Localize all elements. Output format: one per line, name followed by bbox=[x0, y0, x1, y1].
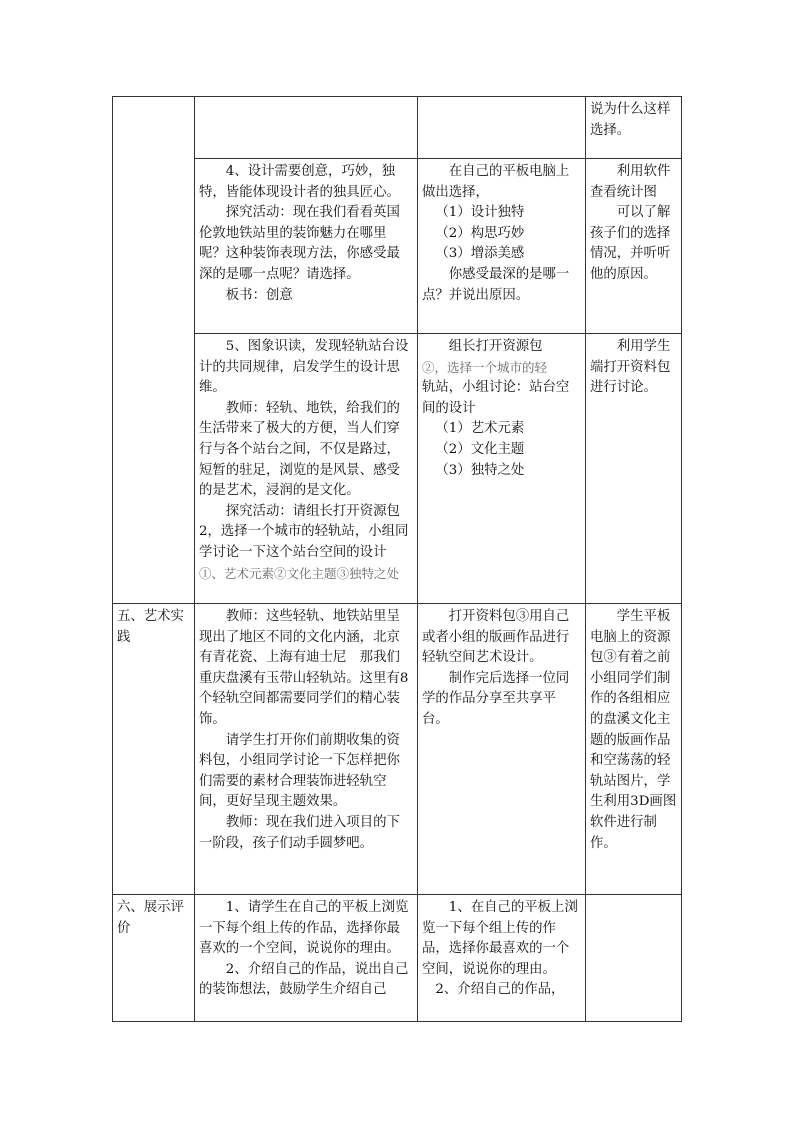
text-paragraph: 制作完后选择一位同学的作品分享至共享平台。 bbox=[422, 670, 570, 727]
text-paragraph: ①、艺术元素②文化主题③独特之处 bbox=[199, 565, 400, 581]
text-paragraph: 1、请学生在自己的平板上浏览一下每个组上传的作品，选择你最喜欢的一个空间，说说你的理由。 bbox=[199, 900, 409, 957]
text-paragraph: 5、图象识读，发现轻轨站台设计的共同规律，启发学生的设计思维。 bbox=[199, 339, 409, 396]
text-paragraph: 可以了解孩子们的选择情况，并听听他的原因。 bbox=[590, 205, 671, 282]
table-row bbox=[113, 334, 682, 604]
text-paragraph: （2）构思巧妙 bbox=[435, 225, 525, 241]
teacher-activity-cell bbox=[195, 97, 418, 159]
design-intent-cell bbox=[586, 159, 682, 334]
text-paragraph: 组长打开资源包 bbox=[448, 339, 543, 354]
text-paragraph: （2）文化主题 bbox=[435, 441, 525, 457]
text-paragraph: 教师：现在我们进入项目的下一阶段，孩子们动手圆梦吧。 bbox=[199, 814, 400, 851]
text-paragraph: ②，选择一个城市的轻 bbox=[422, 359, 548, 375]
text-paragraph: 2、介绍自己的作品，说出自己的装饰想法，鼓励学生介绍自己 bbox=[199, 961, 409, 998]
design-intent-cell bbox=[586, 334, 682, 604]
teacher-activity-cell bbox=[195, 159, 418, 334]
text-paragraph: 利用学生端打开资料包进行讨论。 bbox=[590, 339, 671, 396]
student-activity-cell bbox=[418, 604, 586, 895]
text-paragraph: （1）设计独特 bbox=[435, 205, 525, 221]
text-paragraph: 学生平板电脑上的资源包③有着之前小组同学们制作的各组相应的盘溪文化主题的版画作品和空荡荡的轻轨站图片，学生利用3D画图软件进行制作。 bbox=[590, 609, 677, 851]
stage-cell bbox=[113, 97, 195, 604]
text-paragraph: 1、在自己的平板上浏览一下每个组上传的作品，选择你最喜欢的一个空间，说说你的理由。 bbox=[422, 900, 578, 977]
text-paragraph: 教师：轻轨、地铁，给我们的生活带来了极大的方便，当人们穿行与各个站台之间，不仅是路过，短暂的驻足，浏览的是风景、感受的是艺术，浸润的是文化。 bbox=[199, 400, 400, 499]
text-paragraph: 教师：这些轻轨、地铁站里呈现出了地区不同的文化内涵，北京有青花瓷、上海有迪士尼 那我们重庆盘溪有玉带山轻轨站。这里有8个轻轨空间都需要同学们的精心装饰。 bbox=[199, 609, 409, 727]
table-row bbox=[113, 895, 682, 1022]
teacher-activity-cell bbox=[195, 604, 418, 895]
student-activity-cell bbox=[418, 97, 586, 159]
text-paragraph: 说为什么这样选择。 bbox=[590, 102, 671, 138]
design-intent-cell bbox=[586, 604, 682, 895]
text-paragraph: 利用软件查看统计图 bbox=[590, 164, 671, 200]
text-paragraph: 板书：创意 bbox=[225, 287, 293, 303]
design-intent-cell bbox=[586, 895, 682, 1022]
teacher-activity-cell bbox=[195, 334, 418, 604]
design-intent-cell bbox=[586, 97, 682, 159]
text-paragraph: 在自己的平板电脑上做出选择， bbox=[422, 164, 570, 200]
text-paragraph: 探究活动：现在我们看看英国伦敦地铁站里的装饰魅力在哪里呢？这种装饰表现方法，你感受最深的是哪一点呢？请选择。 bbox=[199, 205, 400, 282]
text-paragraph: 请学生打开你们前期收集的资料包，小组同学讨论一下怎样把你们需要的素材合理装饰进轻轨空间，更好呈现主题效果。 bbox=[199, 732, 400, 810]
lesson-plan-table bbox=[112, 96, 682, 1022]
table-row bbox=[113, 97, 682, 159]
text-paragraph: 你感受最深的是哪一点？并说出原因。 bbox=[422, 266, 570, 303]
table-row bbox=[113, 604, 682, 895]
table-row bbox=[113, 159, 682, 334]
text-paragraph: （3）增添美感 bbox=[435, 246, 525, 262]
student-activity-cell bbox=[418, 159, 586, 334]
text-paragraph: 轨站，小组讨论：站台空间的设计 bbox=[422, 380, 570, 416]
stage-cell: 五、艺术实践 bbox=[113, 604, 195, 895]
student-activity-cell bbox=[418, 334, 586, 604]
student-activity-cell bbox=[418, 895, 586, 1022]
text-paragraph: 2、介绍自己的作品， bbox=[435, 982, 565, 998]
text-paragraph: 探究活动：请组长打开资源包2，选择一个城市的轻轨站，小组同学讨论一下这个站台空间的设计 bbox=[199, 503, 409, 560]
teacher-activity-cell bbox=[195, 895, 418, 1022]
text-paragraph: （3）独特之处 bbox=[435, 462, 525, 478]
stage-cell: 六、展示评价 bbox=[113, 895, 195, 1022]
text-paragraph: （1）艺术元素 bbox=[435, 421, 525, 437]
text-paragraph: 打开资料包③用自己或者小组的版画作品进行轻轨空间艺术设计。 bbox=[422, 609, 570, 666]
text-paragraph: 4、设计需要创意，巧妙，独特，皆能体现设计者的独具匠心。 bbox=[199, 164, 400, 200]
